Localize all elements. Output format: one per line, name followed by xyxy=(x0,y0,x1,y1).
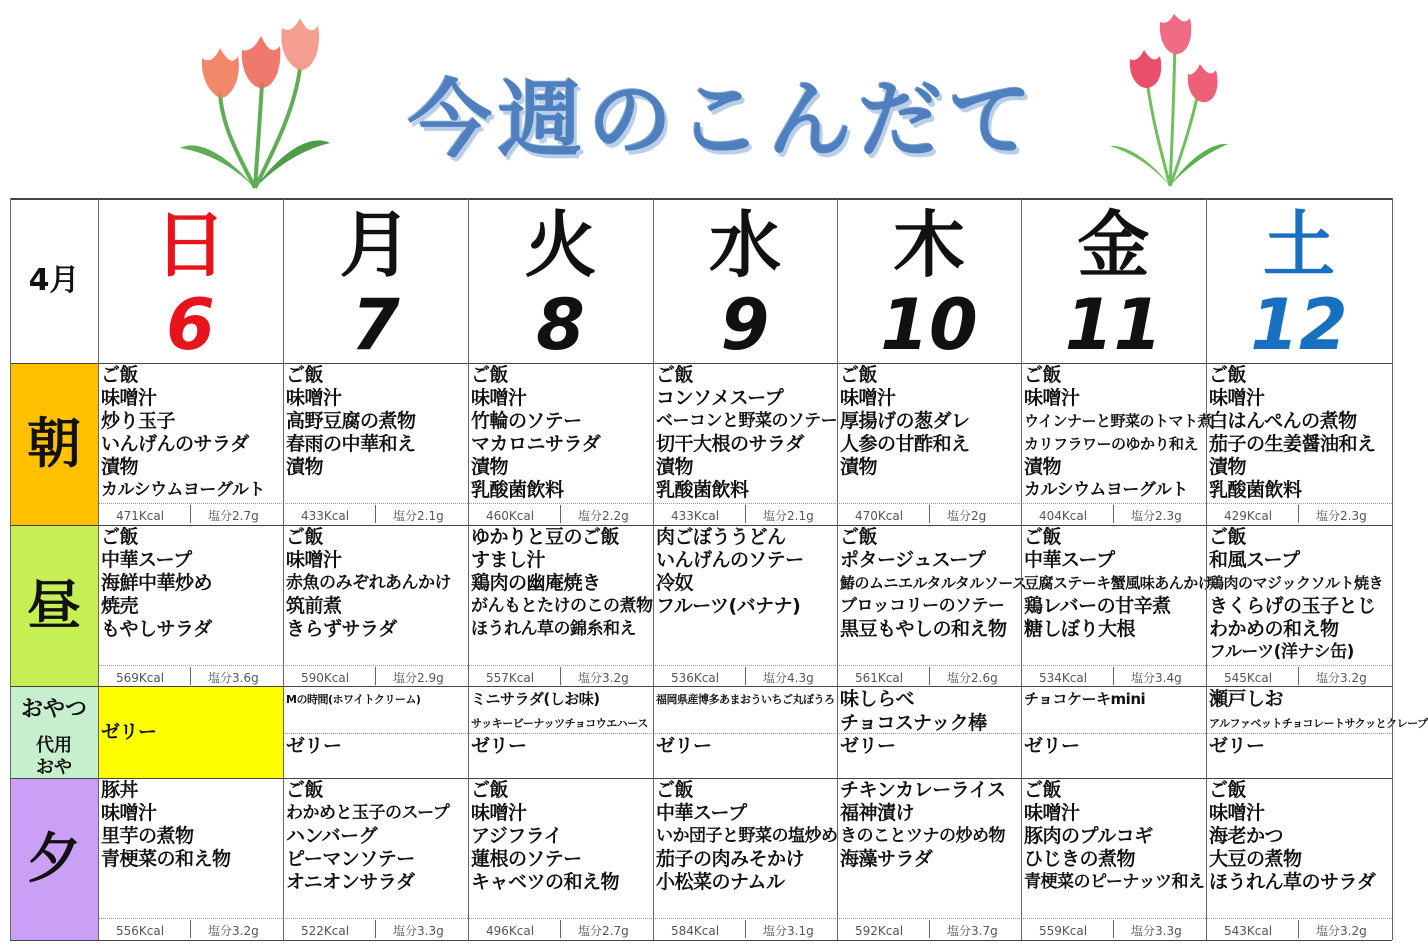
dish-dinner-4-2: きのことツナの炒め物 xyxy=(840,826,1005,846)
dish-dinner-3-3: 茄子の肉みそかけ xyxy=(656,848,805,870)
nutrition-divider xyxy=(190,505,191,523)
nutrition-row-divider xyxy=(98,918,1392,919)
dish-lunch-0-2: 海鮮中華炒め xyxy=(101,572,213,594)
snack-alt-2: ゼリー xyxy=(471,735,527,757)
salt-lunch-1: 塩分2.9g xyxy=(393,671,444,685)
nutrition-divider xyxy=(745,920,746,938)
snack-label: おやつ xyxy=(10,686,98,733)
dish-lunch-5-2: 豆腐ステーキ蟹風味あんかけ xyxy=(1024,574,1213,592)
nutrition-divider xyxy=(929,667,930,685)
dish-lunch-3-3: フルーツ(バナナ) xyxy=(656,595,801,617)
dish-lunch-1-1: 味噌汁 xyxy=(286,549,342,571)
salt-lunch-6: 塩分3.2g xyxy=(1316,671,1367,685)
dish-dinner-2-4: キャベツの和え物 xyxy=(471,871,620,893)
salt-breakfast-0: 塩分2.7g xyxy=(208,509,259,523)
dish-breakfast-1-4: 漬物 xyxy=(286,456,324,478)
dish-lunch-4-1: ポタージュスープ xyxy=(840,549,986,571)
dish-dinner-6-4: ほうれん草のサラダ xyxy=(1209,871,1376,893)
dish-lunch-5-1: 中華スープ xyxy=(1024,549,1115,571)
dish-breakfast-5-4: 漬物 xyxy=(1024,456,1062,478)
snack-alt-6: ゼリー xyxy=(1209,735,1265,757)
dish-dinner-1-1: わかめと玉子のスープ xyxy=(286,803,450,823)
dish-breakfast-0-5: カルシウムヨーグルト xyxy=(101,480,265,500)
salt-breakfast-3: 塩分2.1g xyxy=(763,509,814,523)
alt-snack-label: 代用おや xyxy=(10,733,98,778)
dish-dinner-4-1: 福神漬け xyxy=(840,802,915,824)
salt-dinner-4: 塩分3.7g xyxy=(947,924,998,938)
dish-dinner-5-4: 青梗菜のピーナッツ和え xyxy=(1024,872,1205,892)
dish-breakfast-4-0: ご飯 xyxy=(840,364,878,386)
nutrition-divider xyxy=(1113,920,1114,938)
kcal-dinner-0: 556Kcal xyxy=(116,924,165,938)
day-of-week-0: 日 xyxy=(154,203,227,287)
salt-lunch-3: 塩分4.3g xyxy=(763,671,814,685)
dish-dinner-1-0: ご飯 xyxy=(286,779,324,801)
dish-dinner-5-3: ひじきの煮物 xyxy=(1024,848,1136,870)
salt-breakfast-2: 塩分2.2g xyxy=(578,509,629,523)
nutrition-divider xyxy=(1298,667,1299,685)
snack-alt-5: ゼリー xyxy=(1024,735,1080,757)
dish-dinner-6-2: 海老かつ xyxy=(1209,825,1284,847)
row-divider-snack xyxy=(10,686,1392,687)
kcal-lunch-4: 561Kcal xyxy=(855,671,904,685)
day-of-week-1: 月 xyxy=(339,203,412,287)
snack-main-5: チョコケーキmini xyxy=(1024,690,1146,708)
dish-dinner-6-3: 大豆の煮物 xyxy=(1209,848,1302,870)
dish-dinner-6-1: 味噌汁 xyxy=(1209,802,1265,824)
dish-breakfast-6-5: 乳酸菌飲料 xyxy=(1209,479,1302,501)
day-date-1: 7 xyxy=(351,284,400,366)
dish-breakfast-6-1: 味噌汁 xyxy=(1209,387,1265,409)
dish-breakfast-6-2: 白はんぺんの煮物 xyxy=(1209,410,1357,432)
day-date-5: 11 xyxy=(1064,284,1163,366)
table-left-border xyxy=(10,198,11,940)
nutrition-divider xyxy=(745,667,746,685)
kcal-breakfast-4: 470Kcal xyxy=(855,509,904,523)
dish-lunch-3-1: いんげんのソテー xyxy=(656,549,804,571)
dish-breakfast-2-2: 竹輪のソテー xyxy=(471,410,582,432)
dish-lunch-2-2: 鶏肉の幽庵焼き xyxy=(471,572,601,594)
dish-lunch-3-0: 肉ごぼううどん xyxy=(656,526,786,548)
dish-breakfast-2-4: 漬物 xyxy=(471,456,509,478)
snack-alt-1: ゼリー xyxy=(286,735,342,757)
dish-lunch-0-3: 焼売 xyxy=(101,595,139,617)
dish-lunch-1-3: 筑前煮 xyxy=(286,595,342,617)
dish-breakfast-6-0: ご飯 xyxy=(1209,364,1247,386)
nutrition-divider xyxy=(745,505,746,523)
dish-lunch-2-1: すまし汁 xyxy=(471,549,546,571)
nutrition-divider xyxy=(1113,667,1114,685)
dish-lunch-4-4: 黒豆もやしの和え物 xyxy=(840,618,1007,640)
snack-main-6: 瀬戸しお xyxy=(1209,688,1284,710)
dish-lunch-6-5: フルーツ(洋ナシ缶) xyxy=(1209,642,1354,662)
dish-breakfast-5-3: カリフラワーのゆかり和え xyxy=(1024,435,1199,453)
dish-breakfast-2-0: ご飯 xyxy=(471,364,509,386)
nutrition-divider xyxy=(1298,505,1299,523)
dish-dinner-4-3: 海藻サラダ xyxy=(840,848,933,870)
dish-breakfast-1-3: 春雨の中華和え xyxy=(286,433,416,455)
dish-lunch-5-4: 糖しぼり大根 xyxy=(1024,618,1136,640)
nutrition-divider xyxy=(1298,920,1299,938)
day-date-6: 12 xyxy=(1250,284,1348,366)
dish-breakfast-3-4: 漬物 xyxy=(656,456,694,478)
dish-dinner-3-1: 中華スープ xyxy=(656,802,747,824)
dish-lunch-6-4: わかめの和え物 xyxy=(1209,618,1339,640)
column-divider-0 xyxy=(98,198,99,940)
day-of-week-5: 金 xyxy=(1077,203,1150,287)
snack-alt-4: ゼリー xyxy=(840,735,896,757)
dish-breakfast-0-3: いんげんのサラダ xyxy=(101,433,249,455)
dish-dinner-6-0: ご飯 xyxy=(1209,779,1247,801)
kcal-lunch-3: 536Kcal xyxy=(671,671,720,685)
salt-breakfast-6: 塩分2.3g xyxy=(1316,509,1367,523)
dish-lunch-3-2: 冷奴 xyxy=(656,572,694,594)
dish-dinner-4-0: チキンカレーライス xyxy=(840,779,1006,801)
salt-lunch-2: 塩分3.2g xyxy=(578,671,629,685)
dish-lunch-1-2: 赤魚のみぞれあんかけ xyxy=(286,573,451,593)
kcal-dinner-4: 592Kcal xyxy=(855,924,904,938)
dish-dinner-3-4: 小松菜のナムル xyxy=(656,871,785,893)
column-divider-2 xyxy=(468,198,469,940)
day-date-0: 6 xyxy=(166,284,215,366)
dish-dinner-1-3: ピーマンソテー xyxy=(286,848,415,870)
dish-dinner-0-3: 青梗菜の和え物 xyxy=(101,848,231,870)
table-bottom-border xyxy=(10,940,1392,941)
dinner-label: 夕 xyxy=(10,778,98,940)
dish-dinner-5-0: ご飯 xyxy=(1024,779,1062,801)
column-divider-6 xyxy=(1206,198,1207,940)
dish-lunch-2-3: がんもとたけのこの煮物 xyxy=(471,596,653,616)
dish-dinner-5-1: 味噌汁 xyxy=(1024,802,1080,824)
dish-lunch-5-0: ご飯 xyxy=(1024,526,1062,548)
snack-alt-3: ゼリー xyxy=(656,735,712,757)
column-divider-4 xyxy=(837,198,838,940)
snack-sub-2: サッキービーナッツチョコウエハース xyxy=(471,717,648,730)
nutrition-divider xyxy=(190,667,191,685)
dish-lunch-6-2: 鶏肉のマジックソルト焼き xyxy=(1209,574,1384,592)
dish-lunch-2-0: ゆかりと豆のご飯 xyxy=(471,526,620,548)
dish-breakfast-2-1: 味噌汁 xyxy=(471,387,527,409)
dish-breakfast-4-3: 人参の甘酢和え xyxy=(840,433,970,455)
salt-lunch-5: 塩分3.4g xyxy=(1131,671,1182,685)
day-of-week-3: 水 xyxy=(708,203,781,287)
kcal-breakfast-1: 433Kcal xyxy=(301,509,350,523)
page-title: 今週のこんだて xyxy=(408,71,1039,169)
kcal-lunch-1: 590Kcal xyxy=(301,671,350,685)
snack-sub-6: アルファベットチョコレートサクッとクレープ xyxy=(1209,717,1428,730)
dish-breakfast-3-5: 乳酸菌飲料 xyxy=(656,479,749,501)
nutrition-divider xyxy=(375,667,376,685)
dish-lunch-4-2: 鰆のムニエルタルタルソース xyxy=(840,574,1027,592)
nutrition-divider xyxy=(1113,505,1114,523)
column-divider-3 xyxy=(653,198,654,940)
day-of-week-6: 土 xyxy=(1262,203,1335,287)
dish-dinner-2-3: 蓮根のソテー xyxy=(471,848,582,870)
salt-dinner-6: 塩分3.2g xyxy=(1316,924,1367,938)
dish-lunch-6-3: きくらげの玉子とじ xyxy=(1209,595,1376,617)
snack-main-3: 福岡県産博多あまおういちご丸ぼうろ xyxy=(656,693,835,706)
nutrition-divider xyxy=(560,667,561,685)
dish-breakfast-3-3: 切干大根のサラダ xyxy=(656,433,804,455)
day-of-week-4: 木 xyxy=(892,203,965,287)
column-divider-7 xyxy=(1392,198,1393,940)
dish-breakfast-5-1: 味噌汁 xyxy=(1024,387,1080,409)
nutrition-row-divider xyxy=(98,503,1392,504)
kcal-lunch-5: 534Kcal xyxy=(1039,671,1088,685)
nutrition-divider xyxy=(190,920,191,938)
nutrition-divider xyxy=(375,505,376,523)
dish-breakfast-0-1: 味噌汁 xyxy=(101,387,157,409)
kcal-dinner-5: 559Kcal xyxy=(1039,924,1088,938)
dish-breakfast-0-2: 炒り玉子 xyxy=(101,410,176,432)
dish-breakfast-2-5: 乳酸菌飲料 xyxy=(471,479,564,501)
lunch-label: 昼 xyxy=(10,525,98,686)
kcal-breakfast-6: 429Kcal xyxy=(1224,509,1273,523)
snack-sub-4: チョコスナック棒 xyxy=(840,712,987,734)
salt-lunch-4: 塩分2.6g xyxy=(947,671,998,685)
dish-breakfast-4-4: 漬物 xyxy=(840,456,878,478)
kcal-breakfast-3: 433Kcal xyxy=(671,509,720,523)
salt-breakfast-1: 塩分2.1g xyxy=(393,509,444,523)
dish-breakfast-5-5: カルシウムヨーグルト xyxy=(1024,480,1188,500)
dish-breakfast-4-1: 味噌汁 xyxy=(840,387,896,409)
dish-breakfast-6-3: 茄子の生姜醤油和え xyxy=(1209,433,1376,455)
dish-lunch-0-1: 中華スープ xyxy=(101,549,192,571)
dish-lunch-4-0: ご飯 xyxy=(840,526,878,548)
dish-breakfast-5-2: ウインナーと野菜のトマト煮 xyxy=(1024,412,1213,430)
snack-main-4: 味しらべ xyxy=(840,688,915,710)
tulip-illustration-right xyxy=(1100,14,1240,189)
kcal-breakfast-0: 471Kcal xyxy=(116,509,165,523)
dish-breakfast-6-4: 漬物 xyxy=(1209,456,1247,478)
salt-dinner-2: 塩分2.7g xyxy=(578,924,629,938)
dish-breakfast-0-4: 漬物 xyxy=(101,456,139,478)
salt-breakfast-4: 塩分2g xyxy=(947,509,987,523)
dish-breakfast-5-0: ご飯 xyxy=(1024,364,1062,386)
dish-lunch-4-3: ブロッコリーのソテー xyxy=(840,596,1005,616)
dish-dinner-3-0: ご飯 xyxy=(656,779,694,801)
dish-breakfast-1-2: 高野豆腐の煮物 xyxy=(286,410,416,432)
dish-dinner-2-1: 味噌汁 xyxy=(471,802,527,824)
tulip-illustration-left xyxy=(160,18,350,193)
kcal-dinner-1: 522Kcal xyxy=(301,924,350,938)
dish-breakfast-3-0: ご飯 xyxy=(656,364,694,386)
kcal-dinner-6: 543Kcal xyxy=(1224,924,1273,938)
nutrition-divider xyxy=(560,920,561,938)
breakfast-label: 朝 xyxy=(10,363,98,525)
day-date-4: 10 xyxy=(880,284,978,366)
dish-dinner-5-2: 豚肉のプルコギ xyxy=(1024,825,1153,847)
table-top-border xyxy=(10,198,1392,200)
kcal-lunch-6: 545Kcal xyxy=(1224,671,1273,685)
salt-dinner-5: 塩分3.3g xyxy=(1131,924,1182,938)
snack-main-2: ミニサラダ(しお味) xyxy=(471,690,600,708)
dish-lunch-2-4: ほうれん草の錦糸和え xyxy=(471,619,636,639)
salt-dinner-1: 塩分3.3g xyxy=(393,924,444,938)
dish-breakfast-3-2: ベーコンと野菜のソテー xyxy=(656,411,838,431)
column-divider-1 xyxy=(283,198,284,940)
kcal-lunch-2: 557Kcal xyxy=(486,671,535,685)
salt-lunch-0: 塩分3.6g xyxy=(208,671,259,685)
dish-lunch-0-4: もやしサラダ xyxy=(101,618,212,640)
snack-alt-0: ゼリー xyxy=(101,721,157,743)
dish-lunch-1-4: きらずサラダ xyxy=(286,618,397,640)
nutrition-divider xyxy=(929,505,930,523)
dish-dinner-1-4: オニオンサラダ xyxy=(286,871,415,893)
dish-lunch-6-1: 和風スープ xyxy=(1209,549,1300,571)
kcal-lunch-0: 569Kcal xyxy=(116,671,165,685)
kcal-dinner-2: 496Kcal xyxy=(486,924,535,938)
dish-breakfast-0-0: ご飯 xyxy=(101,364,139,386)
dish-lunch-0-0: ご飯 xyxy=(101,526,139,548)
snack-main-1: Mの時間(ホワイトクリーム) xyxy=(286,693,421,706)
kcal-breakfast-5: 404Kcal xyxy=(1039,509,1088,523)
dish-dinner-0-1: 味噌汁 xyxy=(101,802,157,824)
nutrition-divider xyxy=(375,920,376,938)
dish-dinner-1-2: ハンバーグ xyxy=(286,825,378,847)
dish-breakfast-1-0: ご飯 xyxy=(286,364,324,386)
salt-dinner-3: 塩分3.1g xyxy=(763,924,814,938)
dish-breakfast-4-2: 厚揚げの葱ダレ xyxy=(840,410,970,432)
dish-breakfast-2-3: マカロニサラダ xyxy=(471,433,601,455)
month-label: 4月 xyxy=(28,263,80,298)
salt-dinner-0: 塩分3.2g xyxy=(208,924,259,938)
dish-dinner-2-0: ご飯 xyxy=(471,779,509,801)
kcal-dinner-3: 584Kcal xyxy=(671,924,720,938)
nutrition-divider xyxy=(560,505,561,523)
dish-lunch-5-3: 鶏レバーの甘辛煮 xyxy=(1024,595,1171,617)
dish-breakfast-1-1: 味噌汁 xyxy=(286,387,342,409)
dish-breakfast-3-1: コンソメスープ xyxy=(656,387,784,409)
dish-dinner-0-2: 里芋の煮物 xyxy=(101,825,194,847)
day-of-week-2: 火 xyxy=(524,203,597,287)
row-divider-breakfast xyxy=(10,363,1392,364)
dish-lunch-1-0: ご飯 xyxy=(286,526,324,548)
row-divider-dinner xyxy=(10,778,1392,779)
kcal-breakfast-2: 460Kcal xyxy=(486,509,535,523)
dish-dinner-0-0: 豚丼 xyxy=(101,779,139,801)
day-date-3: 9 xyxy=(720,284,770,366)
nutrition-divider xyxy=(929,920,930,938)
salt-breakfast-5: 塩分2.3g xyxy=(1131,509,1182,523)
dish-lunch-6-0: ご飯 xyxy=(1209,526,1247,548)
dish-dinner-3-2: いか団子と野菜の塩炒め xyxy=(656,826,838,846)
row-divider-lunch xyxy=(10,525,1392,526)
nutrition-row-divider xyxy=(98,665,1392,666)
dish-dinner-2-2: アジフライ xyxy=(471,825,563,847)
column-divider-5 xyxy=(1021,198,1022,940)
day-date-2: 8 xyxy=(536,284,585,366)
